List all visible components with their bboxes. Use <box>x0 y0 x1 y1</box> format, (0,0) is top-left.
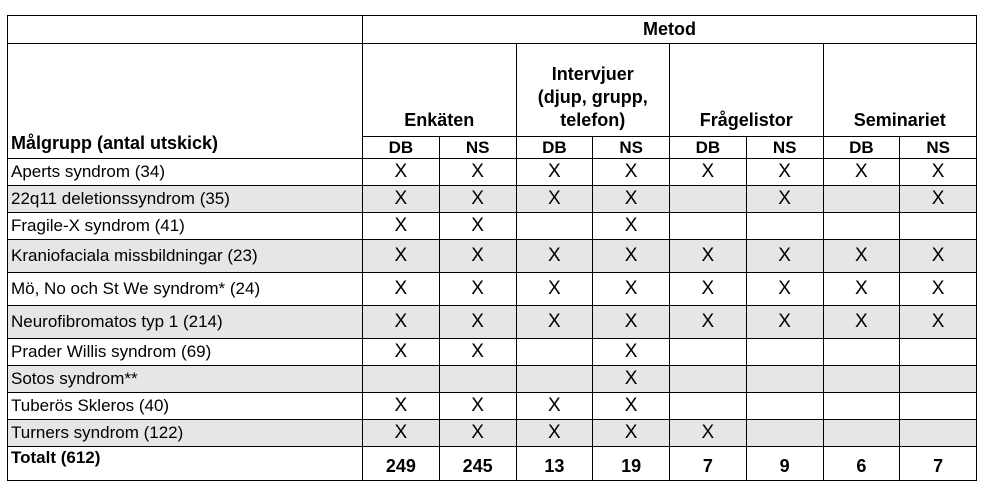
mark-cell: X <box>363 240 440 273</box>
total-value: 7 <box>670 447 747 481</box>
table-row <box>8 393 977 420</box>
total-value: 249 <box>363 447 440 481</box>
table-row <box>8 306 977 339</box>
mark-cell: X <box>900 306 977 339</box>
mark-cell: X <box>516 393 593 420</box>
mark-cell: X <box>670 420 747 447</box>
mark-cell: X <box>516 186 593 213</box>
mark-cell: X <box>670 159 747 186</box>
mark-cell <box>670 393 747 420</box>
table-row <box>8 366 977 393</box>
method-table <box>7 15 977 481</box>
mark-cell: X <box>823 159 900 186</box>
mark-cell <box>439 366 516 393</box>
mark-cell: X <box>439 213 516 240</box>
mark-cell <box>670 213 747 240</box>
mark-cell: X <box>746 159 823 186</box>
row-label: 22q11 deletionssyndrom (35) <box>8 186 363 213</box>
group-header-label: Enkäten <box>404 110 475 130</box>
total-value: 245 <box>439 447 516 481</box>
mark-cell <box>823 393 900 420</box>
mark-cell: X <box>823 306 900 339</box>
total-value: 7 <box>900 447 977 481</box>
mark-cell <box>516 213 593 240</box>
group-header-seminariet <box>823 44 977 137</box>
mark-cell: X <box>363 213 440 240</box>
mark-cell <box>516 366 593 393</box>
sub-header: DB <box>516 137 593 159</box>
total-value: 9 <box>746 447 823 481</box>
mark-cell <box>363 366 440 393</box>
mark-cell <box>900 339 977 366</box>
mark-cell <box>746 213 823 240</box>
group-header-fragelistor <box>670 44 824 137</box>
table-row <box>8 213 977 240</box>
mark-cell <box>900 420 977 447</box>
mark-cell: X <box>823 273 900 306</box>
total-value: 6 <box>823 447 900 481</box>
mark-cell <box>516 339 593 366</box>
mark-cell: X <box>593 339 670 366</box>
mark-cell: X <box>823 240 900 273</box>
row-label: Neurofibromatos typ 1 (214) <box>8 306 363 339</box>
mark-cell: X <box>363 420 440 447</box>
mark-cell: X <box>746 240 823 273</box>
corner-cell <box>8 16 363 44</box>
mark-cell: X <box>746 186 823 213</box>
mark-cell: X <box>900 186 977 213</box>
mark-cell: X <box>670 273 747 306</box>
mark-cell: X <box>363 306 440 339</box>
mark-cell <box>746 420 823 447</box>
mark-cell: X <box>516 420 593 447</box>
sub-header: NS <box>593 137 670 159</box>
mark-cell <box>823 366 900 393</box>
mark-cell: X <box>670 306 747 339</box>
row-label: Prader Willis syndrom (69) <box>8 339 363 366</box>
mark-cell <box>823 186 900 213</box>
group-header-row <box>8 44 977 137</box>
mark-cell: X <box>439 306 516 339</box>
total-value: 13 <box>516 447 593 481</box>
row-label: Mö, No och St We syndrom* (24) <box>8 273 363 306</box>
total-row <box>8 447 977 481</box>
mark-cell: X <box>593 159 670 186</box>
mark-cell <box>746 339 823 366</box>
mark-cell: X <box>439 159 516 186</box>
table-row <box>8 186 977 213</box>
mark-cell: X <box>593 306 670 339</box>
group-header-label: Frågelistor <box>699 110 793 130</box>
mark-cell: X <box>516 273 593 306</box>
total-value: 19 <box>593 447 670 481</box>
row-label: Tuberös Skleros (40) <box>8 393 363 420</box>
row-label: Kraniofaciala missbildningar (23) <box>8 240 363 273</box>
mark-cell: X <box>363 273 440 306</box>
target-group-header: Målgrupp (antal utskick) <box>8 44 363 159</box>
metod-header-row <box>8 16 977 44</box>
sub-header: DB <box>670 137 747 159</box>
mark-cell: X <box>670 240 747 273</box>
mark-cell: X <box>439 420 516 447</box>
mark-cell <box>746 393 823 420</box>
sub-header: DB <box>823 137 900 159</box>
table-row <box>8 240 977 273</box>
mark-cell: X <box>593 420 670 447</box>
mark-cell: X <box>516 306 593 339</box>
mark-cell <box>670 339 747 366</box>
row-label: Fragile-X syndrom (41) <box>8 213 363 240</box>
mark-cell <box>900 393 977 420</box>
mark-cell <box>900 213 977 240</box>
mark-cell: X <box>439 273 516 306</box>
row-label: Turners syndrom (122) <box>8 420 363 447</box>
mark-cell: X <box>363 393 440 420</box>
mark-cell <box>823 213 900 240</box>
mark-cell: X <box>439 393 516 420</box>
table-row <box>8 159 977 186</box>
mark-cell: X <box>746 273 823 306</box>
table-row <box>8 420 977 447</box>
sub-header: NS <box>746 137 823 159</box>
mark-cell: X <box>593 273 670 306</box>
row-label: Aperts syndrom (34) <box>8 159 363 186</box>
mark-cell: X <box>746 306 823 339</box>
mark-cell: X <box>363 186 440 213</box>
mark-cell <box>823 420 900 447</box>
mark-cell: X <box>439 339 516 366</box>
mark-cell <box>746 366 823 393</box>
mark-cell: X <box>593 393 670 420</box>
table-row <box>8 339 977 366</box>
mark-cell: X <box>516 240 593 273</box>
sub-header: DB <box>363 137 440 159</box>
mark-cell: X <box>516 159 593 186</box>
mark-cell: X <box>593 240 670 273</box>
mark-cell: X <box>900 273 977 306</box>
sub-header: NS <box>900 137 977 159</box>
mark-cell: X <box>593 186 670 213</box>
mark-cell: X <box>363 159 440 186</box>
mark-cell <box>900 366 977 393</box>
mark-cell: X <box>900 159 977 186</box>
row-label: Sotos syndrom** <box>8 366 363 393</box>
mark-cell: X <box>439 186 516 213</box>
group-header-label: Seminariet <box>853 110 946 130</box>
mark-cell: X <box>900 240 977 273</box>
mark-cell: X <box>593 366 670 393</box>
total-label: Totalt (612) <box>8 447 363 481</box>
table-row <box>8 273 977 306</box>
mark-cell <box>823 339 900 366</box>
sub-header: NS <box>439 137 516 159</box>
group-header-intervjuer <box>516 44 670 137</box>
mark-cell <box>670 186 747 213</box>
mark-cell: X <box>363 339 440 366</box>
group-header-label: Intervjuer (djup, grupp, telefon) <box>537 64 648 130</box>
metod-header: Metod <box>363 16 977 44</box>
mark-cell: X <box>593 213 670 240</box>
group-header-enkaten <box>363 44 517 137</box>
mark-cell: X <box>439 240 516 273</box>
mark-cell <box>670 366 747 393</box>
